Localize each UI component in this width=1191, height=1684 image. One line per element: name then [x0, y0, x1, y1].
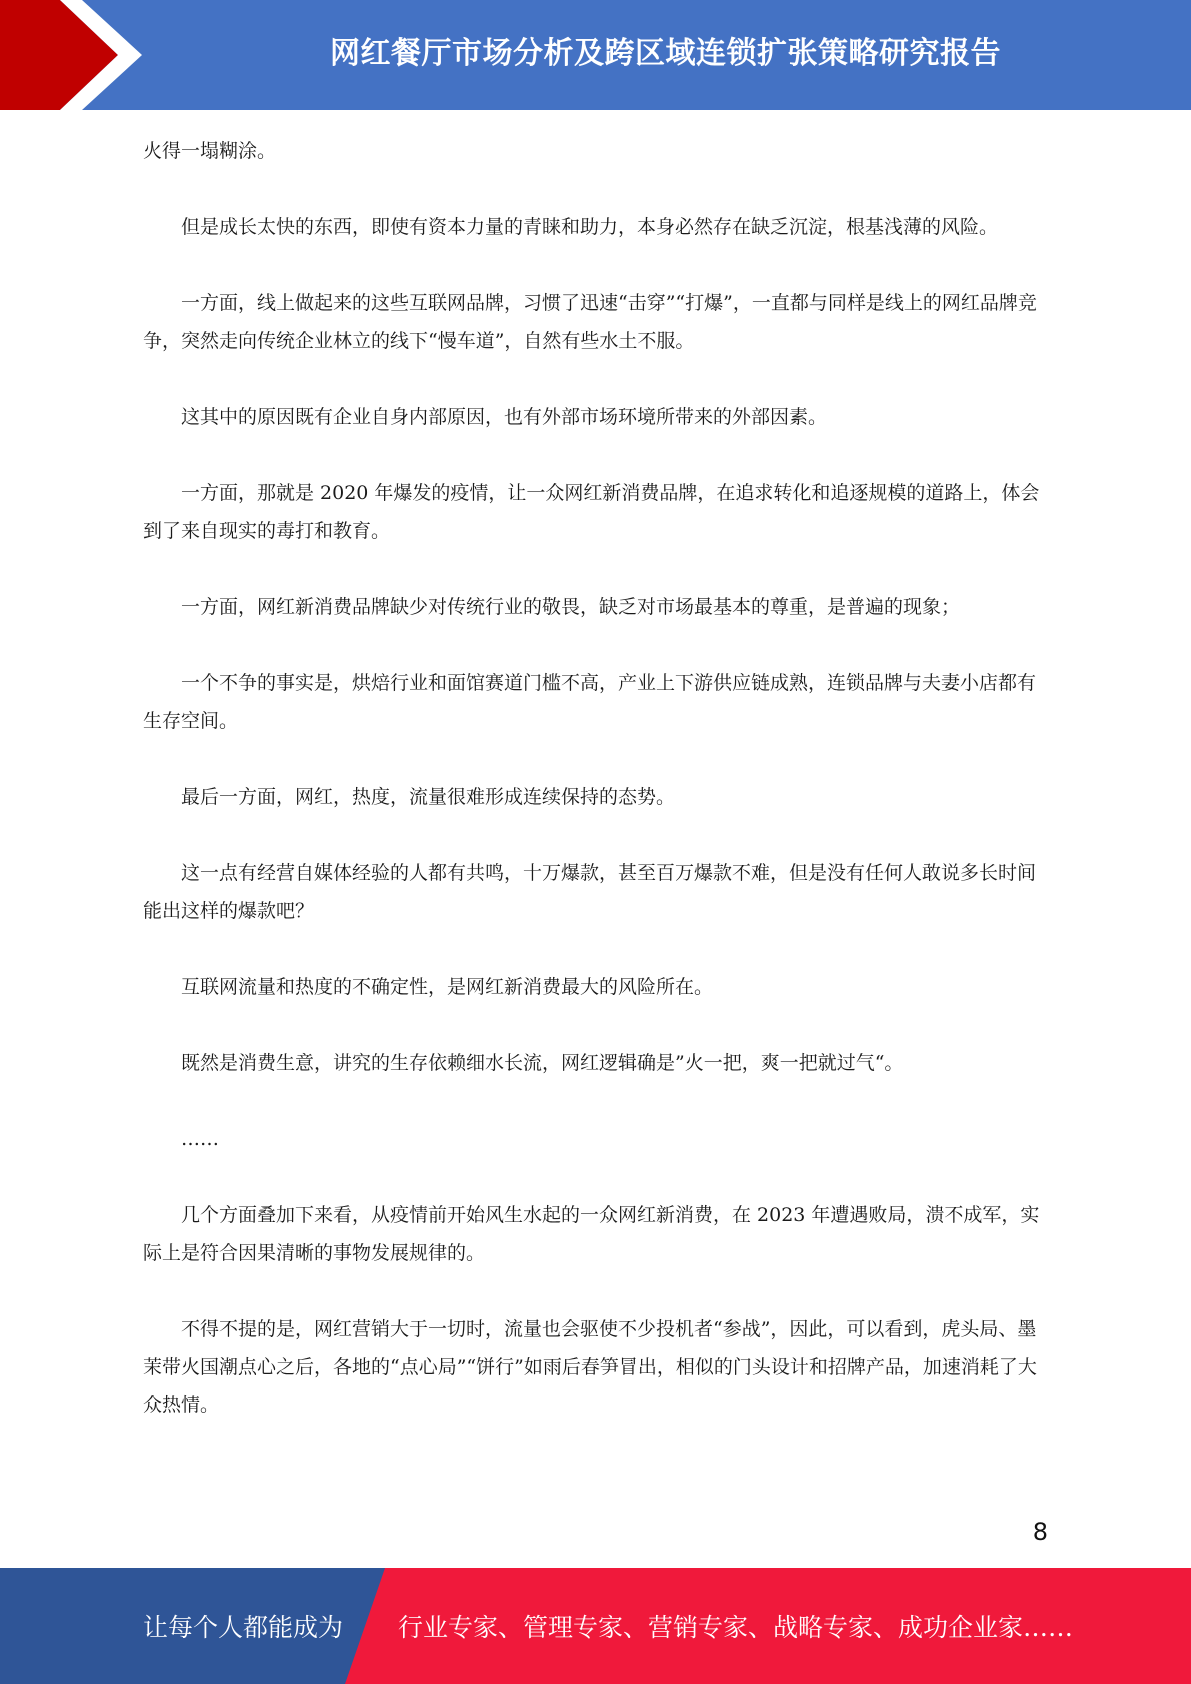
page-number: 8 — [1032, 1518, 1048, 1546]
paragraph-14: 不得不提的是，网红营销大于一切时，流量也会驱使不少投机者“参战”，因此，可以看到，虎头局、墨茉带火国潮点心之后，各地的“点心局”“饼行”如雨后春笋冒出，相似的门头设计和招牌产品，加速消耗了大众热情。 — [143, 1318, 1037, 1416]
paragraph-2: 但是成长太快的东西，即使有资本力量的青睐和助力，本身必然存在缺乏沉淀，根基浅薄的风险。 — [181, 216, 999, 238]
paragraph-10: 互联网流量和热度的不确定性，是网红新消费最大的风险所在。 — [181, 976, 714, 998]
paragraph-7: 一个不争的事实是，烘焙行业和面馆赛道门槛不高，产业上下游供应链成熟，连锁品牌与夫妻小店都有生存空间。 — [143, 672, 1037, 732]
paragraph-13: 几个方面叠加下来看，从疫情前开始风生水起的一众网红新消费，在 2023 年遭遇败局，溃不成军，实际上是符合因果清晰的事物发展规律的。 — [143, 1204, 1040, 1264]
paragraph-1: 火得一塌糊涂。 — [143, 140, 277, 162]
article-body — [143, 132, 1048, 1462]
paragraph-8: 最后一方面，网红，热度，流量很难形成连续保持的态势。 — [181, 786, 676, 808]
paragraph-5: 一方面，那就是 2020 年爆发的疫情，让一众网红新消费品牌，在追求转化和追逐规模的道路上，体会到了来自现实的毒打和教育。 — [143, 482, 1040, 542]
header-arrow-decoration — [0, 0, 160, 110]
paragraph-9: 这一点有经营自媒体经验的人都有共鸣，十万爆款，甚至百万爆款不难，但是没有任何人敢说多长时间能出这样的爆款吧？ — [143, 862, 1037, 922]
report-title: 网红餐厅市场分析及跨区域连锁扩张策略研究报告 — [330, 36, 1001, 71]
footer-slogan-left: 让每个人都能成为 — [143, 1613, 344, 1642]
paragraph-ellipsis: …… — [181, 1128, 219, 1150]
footer-slogan-right: 行业专家、管理专家、营销专家、战略专家、成功企业家…… — [398, 1613, 1074, 1642]
paragraph-6: 一方面，网红新消费品牌缺少对传统行业的敬畏，缺乏对市场最基本的尊重，是普遍的现象； — [181, 596, 961, 618]
page-footer — [0, 1568, 1191, 1684]
paragraph-11: 既然是消费生意，讲究的生存依赖细水长流，网红逻辑确是”火一把，爽一把就过气“。 — [181, 1052, 904, 1074]
paragraph-3: 一方面，线上做起来的这些互联网品牌，习惯了迅速“击穿”“打爆”，一直都与同样是线上的网红品牌竞争，突然走向传统企业林立的线下“慢车道”，自然有些水土不服。 — [143, 292, 1037, 352]
page-header — [0, 0, 1191, 110]
paragraph-4: 这其中的原因既有企业自身内部原因，也有外部市场环境所带来的外部因素。 — [181, 406, 828, 428]
